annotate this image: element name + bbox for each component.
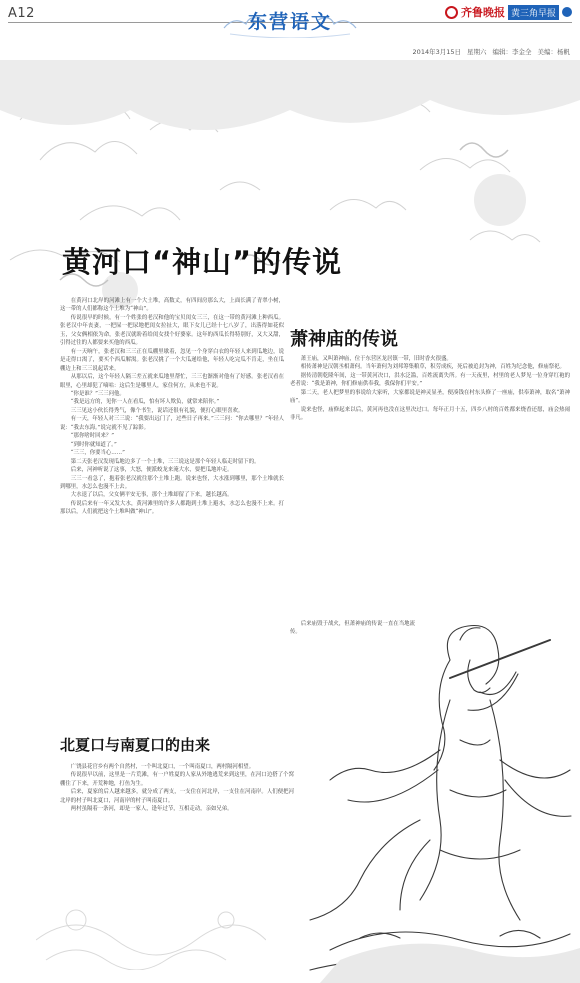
paragraph: 传说很早以前，这里是一片荒滩，有一户姓夏的人家从外地逃荒来到这里，在河口边搭了个窝棚住了下来，开荒种地，打鱼为生。 (60, 772, 294, 787)
bottom-ornament (36, 880, 266, 970)
paragraph: “到时你就知道了。” (70, 441, 117, 448)
issue-editor: 编辑：李金全 (492, 48, 532, 56)
brand-dot-icon (562, 7, 572, 17)
brand-logo-icon (445, 6, 458, 19)
paragraph: 后来，河神听说了这事，大怒，便派蛟龙来淹大水，要把瓜地冲走。 (70, 467, 233, 474)
paragraph: “你是谁？”三三问他。 (70, 390, 125, 397)
paragraph: 有一天，年轻人对三三说：“我要出远门了，过些日子再来。”三三问：“你去哪里？”年轻人说：“我去东海。”说完就不见了踪影。 (60, 416, 284, 431)
brand-channel: 黄三角早报 (508, 5, 559, 20)
main-article-body (60, 297, 284, 725)
paragraph: 第二天，老人把梦里的事说给大家听，大家都说是神灵显圣，便凑钱在村东头修了一座庙，供奉萧神，取名“萧神庙”。 (290, 389, 570, 405)
main-headline: 黄河口“神山”的传说 (62, 245, 343, 279)
paragraph: 后来，夏家的后人越来越多，就分成了两支，一支住在河北岸，一支住在河南岸。人们便把河北岸的村子叫北夏口，河南岸的村子叫南夏口。 (60, 789, 294, 804)
section-masthead (220, 6, 360, 38)
paragraph: 两村虽隔着一条河，却是一家人，逢年过节，互相走动，亲如兄弟。 (70, 806, 233, 813)
paragraph: 从那以后，这个年轻人隔三差五就来瓜地里帮忙，三三也渐渐对他有了好感。张老汉看在眼里，心里却犯了嘀咕：这后生是哪里人，家住何方，从来也不说。 (60, 374, 284, 389)
paragraph: 大水退了以后，父女俩平安无事，那个土堆却留了下来，越长越高。 (70, 492, 233, 499)
issue-weekday: 星期六 (467, 48, 487, 56)
paragraph: 三三见这小伙长得秀气，像个书生，说话还很有礼貌，便打心眼里喜欢。 (70, 407, 244, 414)
brand-block (445, 4, 572, 20)
xiao-temple-article-body (290, 355, 570, 620)
paragraph: 第二天张老汉发现瓜地边多了一个土堆，三三说这是那个年轻人临走时留下的。 (70, 458, 260, 465)
issue-date: 2014年3月15日 (412, 48, 461, 56)
paragraph: 据传清朝乾隆年间，这一带黄河决口，洪水泛滥，百姓流离失所。有一天夜里，村里的老人梦见一位身穿红袍的老者说：“我是萧神，你们修庙供奉我，我保你们平安。” (290, 372, 570, 388)
paragraph: 广饶县花官乡有两个自然村，一个叫北夏口，一个叫南夏口，两村隔河相望。 (70, 764, 255, 770)
brand-name: 齐鲁晚报 (460, 6, 505, 19)
issue-designer: 美编：杨帆 (537, 48, 570, 56)
page-header (0, 0, 580, 60)
paragraph: “我是远方的，见你一人在看瓜，怕有坏人欺负，就常来陪你。” (70, 399, 220, 406)
xiakou-headline: 北夏口与南夏口的由来 (60, 736, 211, 754)
issue-meta (413, 47, 570, 56)
paragraph: 后来庙毁于战火，但萧神庙的传说一直在当地流传。 (290, 621, 415, 636)
paragraph: 传说后来有一年又发大水，黄河滩里的许多人都跑到土堆上避水，水怎么也漫不上来。打那以后，人们就把这个土堆叫做“神山”。 (60, 500, 284, 516)
paragraph: 三三一看急了，抱着张老汉就往那个土堆上跑。说来也怪，大水涨到哪里，那个土堆就长到哪里，水怎么也漫不上去。 (60, 475, 284, 490)
paragraph: “那你啥时回来？” (70, 433, 115, 440)
section-title: 东营语文 (247, 11, 332, 33)
xiao-temple-headline: 萧神庙的传说 (290, 329, 398, 350)
paragraph: 萧王庙，又叫萧神庙，位于东营区龙居镇一带，旧时香火很盛。 (300, 356, 452, 362)
paragraph: 在黄河口北岸的河滩上有一个大土堆，高数丈，有四间房那么大，上面长满了青翠小树，这一带的人们都称这个土堆为“神山”。 (60, 298, 284, 313)
paragraph: 相传萧神是汉朝丞相萧何。当年萧何为刘邦筹集粮草，积劳成疾，死后被追封为神，百姓为纪念他，修庙祭祀。 (300, 364, 565, 371)
paragraph: 传说很早的时候，有一个姓张的老汉和他的宝贝闺女三三，在这一带的黄河滩上种西瓜。张老汉中年丧妻，一把屎一把尿地把闺女拉扯大，眼下女儿已经十七八岁了，出落得如花似玉，父女俩相依为命，张老汉就盼着给闺女找个好婆家。这年的西瓜长得特别好，又大又甜，引得过往的人都要来买他的西瓜。 (60, 314, 284, 347)
paragraph: 说来也怪，庙修起来以后，黄河再也没在这里决过口。每年正月十五，四乡八村的百姓都来烧香还愿，庙会热闹非凡。 (290, 406, 570, 422)
maiden-flute-illustration (300, 620, 580, 983)
paragraph: 有一天晌午，张老汉和三三正在瓜棚里歇着，忽见一个身穿白衣的年轻人来到瓜地边，说是走得口渴了，要买个西瓜解渴。张老汉挑了一个大瓜递给他，年轻人吃完瓜不肯走，坐在瓜棚边上和三三说起话来。 (60, 348, 284, 372)
paragraph: “三三，你要当心……” (70, 450, 125, 457)
page-number: A12 (8, 6, 35, 21)
